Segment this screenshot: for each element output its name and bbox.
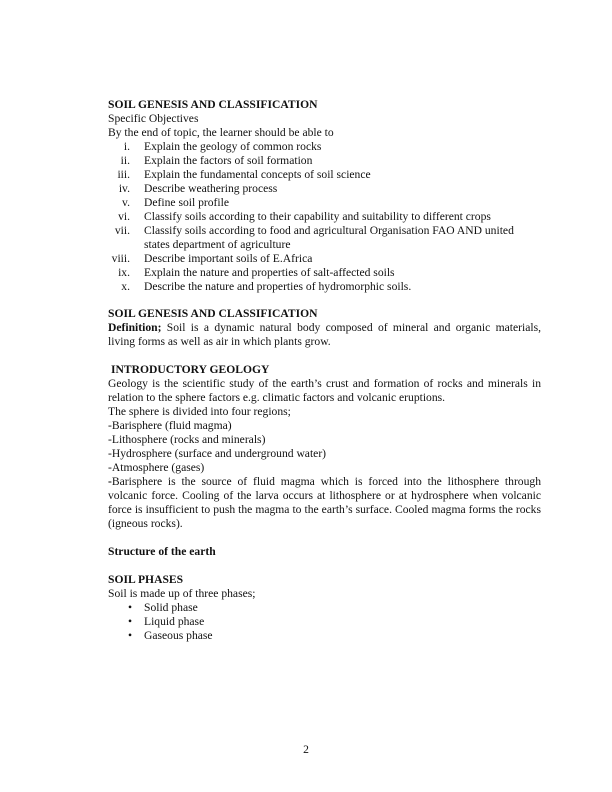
objective-item bbox=[108, 154, 541, 168]
objective-item bbox=[108, 224, 541, 252]
item-number: viii. bbox=[111, 252, 130, 265]
structure-heading: Structure of the earth bbox=[108, 545, 216, 558]
objective-item bbox=[108, 252, 541, 266]
phase-item: • Gaseous phase bbox=[108, 629, 541, 643]
definition-paragraph bbox=[108, 321, 541, 349]
objective-item bbox=[108, 280, 541, 294]
geology-paragraph: Geology is the scientific study of the earth’s crust and formation of rocks and minerals in relation to the sphere factors e.g. climatic factors and volcanic eruptions. bbox=[108, 377, 541, 404]
objective-item bbox=[108, 140, 541, 154]
subtitle: Specific Objectives bbox=[108, 112, 199, 125]
item-text: Classify soils according to food and agricultural Organisation FAO AND united states department of agriculture bbox=[144, 224, 514, 251]
item-number: iii. bbox=[117, 168, 130, 181]
phases-list bbox=[108, 601, 541, 643]
item-text: Explain the fundamental concepts of soil science bbox=[144, 168, 371, 181]
item-text: Describe the nature and properties of hydromorphic soils. bbox=[144, 280, 412, 293]
intro-text: By the end of topic, the learner should be able to bbox=[108, 126, 334, 139]
item-text: Describe weathering process bbox=[144, 182, 278, 195]
objective-item bbox=[108, 210, 541, 224]
item-number: ix. bbox=[118, 266, 130, 279]
phase-item: • Solid phase bbox=[108, 601, 541, 615]
item-number: ii. bbox=[120, 154, 130, 167]
region-item: -Barisphere (fluid magma) bbox=[108, 419, 232, 432]
objective-item bbox=[108, 168, 541, 182]
phases-heading: SOIL PHASES bbox=[108, 573, 184, 586]
objective-item bbox=[108, 182, 541, 196]
objective-item bbox=[108, 196, 541, 210]
page-number: 2 bbox=[303, 743, 309, 756]
item-text: Classify soils according to their capability and suitability to different crops bbox=[144, 210, 491, 223]
objective-item bbox=[108, 266, 541, 280]
region-item: -Atmosphere (gases) bbox=[108, 461, 205, 474]
item-number: vi. bbox=[118, 210, 130, 223]
section-title: INTRODUCTORY GEOLOGY bbox=[111, 363, 270, 376]
item-number: iv. bbox=[118, 182, 130, 195]
barisphere-text: Barisphere is the source of fluid magma which is forced into the lithosphere through volcanic force. Cooling of the larva occurs at lithosphere or at hydrosphere when volcanic force is insufficient to push the magma to the earth’s surface. Cooled magma forms the rocks (igneous rocks). bbox=[108, 475, 541, 530]
sphere-intro: The sphere is divided into four regions; bbox=[108, 405, 291, 418]
item-number: v. bbox=[122, 196, 130, 209]
dash: - bbox=[108, 475, 112, 488]
phases-intro: Soil is made up of three phases; bbox=[108, 587, 256, 600]
item-text: Explain the factors of soil formation bbox=[144, 154, 313, 167]
definition-text: Soil is a dynamic natural body composed of mineral and organic materials, living forms as well as air in which plants grow. bbox=[108, 321, 541, 348]
item-text: Describe important soils of E.Africa bbox=[144, 252, 313, 265]
region-item: -Hydrosphere (surface and underground water) bbox=[108, 447, 327, 460]
objectives-list bbox=[108, 140, 541, 294]
phase-item: • Liquid phase bbox=[108, 615, 541, 629]
definition-label: Definition; bbox=[108, 321, 162, 334]
item-text: Explain the geology of common rocks bbox=[144, 140, 322, 153]
section-title: SOIL GENESIS AND CLASSIFICATION bbox=[108, 307, 318, 320]
item-number: i. bbox=[123, 140, 130, 153]
objectives-section bbox=[108, 98, 541, 294]
region-item: -Lithosphere (rocks and minerals) bbox=[108, 433, 266, 446]
definition-section bbox=[108, 307, 541, 349]
item-number: vii. bbox=[114, 224, 130, 237]
item-text: Define soil profile bbox=[144, 196, 229, 209]
item-number: x. bbox=[121, 280, 130, 293]
section-title: SOIL GENESIS AND CLASSIFICATION bbox=[108, 98, 318, 111]
barisphere-paragraph bbox=[108, 475, 541, 531]
item-text: Explain the nature and properties of salt-affected soils bbox=[144, 266, 395, 279]
geology-section bbox=[108, 363, 541, 643]
